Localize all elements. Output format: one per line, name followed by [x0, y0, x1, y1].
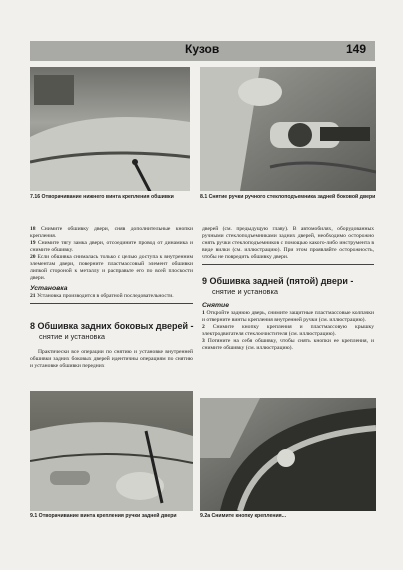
left-column-text	[30, 226, 193, 304]
paragraph-19	[30, 240, 193, 254]
caption-fig-9-2a: 9.2a Снимите кнопку крепления...	[200, 513, 287, 519]
paragraph-number: 19	[30, 240, 36, 246]
paragraph-2	[202, 324, 374, 338]
paragraph-number: 20	[30, 254, 36, 260]
page-header-title: Кузов	[185, 42, 220, 56]
photo-fig-9-2a	[200, 398, 376, 511]
caption-fig-8-1: 8.1 Снятие ручки ручного стеклоподъемника задней боковой двери	[200, 194, 376, 200]
paragraph-number: 2	[202, 324, 205, 330]
paragraph-18	[30, 226, 193, 240]
paragraph-text: Снимите кнопку крепления и пластмассовую крышку электродвигателя стеклоочистителя (см. иллюстрацию).	[202, 324, 374, 337]
paragraph-21	[30, 293, 193, 300]
page-number: 149	[346, 42, 367, 56]
right-column-text	[202, 226, 374, 265]
subheading-installation: Установка	[30, 285, 68, 292]
photo-fig-8-1-image	[200, 67, 376, 191]
photo-fig-8-1	[200, 67, 376, 191]
section-divider	[202, 264, 374, 265]
caption-fig-7-16: 7.16 Отворачивание нижнего винта крепления обшивки	[30, 194, 174, 200]
paragraph-1	[202, 310, 374, 324]
paragraph-text: Установка производится в обратной последовательности.	[37, 293, 174, 299]
caption-fig-9-1: 9.1 Отворачивание винта крепления ручки задней двери	[30, 513, 177, 519]
photo-fig-9-2a-image	[200, 398, 376, 511]
paragraph-text: Если обшивка снималась только с целью доступа к внутренним элементам двери, поверните пластмассовый элемент обшивки липкой стороной к металлу и расправьте его по всей плоскости двери.	[30, 254, 193, 281]
paragraph-text: Потяните на себя обшивку, чтобы снять кнопки ее крепления, и снимите обшивку (см. иллюстрацию).	[202, 338, 374, 351]
section-8-intro	[30, 349, 193, 370]
paragraph-number: 21	[30, 293, 36, 299]
subheading-removal: Снятие	[202, 302, 229, 309]
section-divider	[30, 303, 193, 304]
section-8-intro-text: Практически все операции по снятию и установке внутренней обшивки задних боковых дверей идентичны операциям по снятию и установке обшивки передних	[30, 349, 193, 369]
paragraph-20	[30, 254, 193, 282]
section-9-subtitle: снятие и установка	[212, 287, 278, 296]
paragraph-number: 1	[202, 310, 205, 316]
paragraph-3	[202, 338, 374, 352]
right-intro-text: дверей (см. предыдущую главу). В автомобилях, оборудованных ручными стеклоподъемниками задних дверей, необходимо осторожно снять ручки стеклоподъемников с помощью какого-либо инструмента в виде вилки (см. иллюстрацию). При этом проявляйте осторожность, чтобы не повредить обшивку двери.	[202, 226, 374, 260]
section-8-title: 8 Обшивка задних боковых дверей -	[30, 321, 194, 331]
photo-fig-7-16	[30, 67, 190, 191]
paragraph-text: Снимите обшивку двери, сняв дополнительные кнопки крепления.	[30, 226, 193, 239]
section-9-text	[202, 299, 374, 352]
paragraph-number: 18	[30, 226, 36, 232]
paragraph-text: Снимите тягу замка двери, отсоедините провод от динамика и снимите обшивку.	[30, 240, 193, 253]
paragraph-number: 3	[202, 338, 205, 344]
section-8-subtitle: снятие и установка	[39, 332, 105, 341]
section-9-title: 9 Обшивка задней (пятой) двери -	[202, 276, 354, 286]
photo-fig-9-1-image	[30, 391, 193, 511]
paragraph-text: Откройте заднюю дверь, снимите защитные пластмассовые колпачки и отверните винты крепления внутренней ручки (см. иллюстрацию).	[202, 310, 374, 323]
photo-fig-9-1	[30, 391, 193, 511]
photo-fig-7-16-image	[30, 67, 190, 191]
